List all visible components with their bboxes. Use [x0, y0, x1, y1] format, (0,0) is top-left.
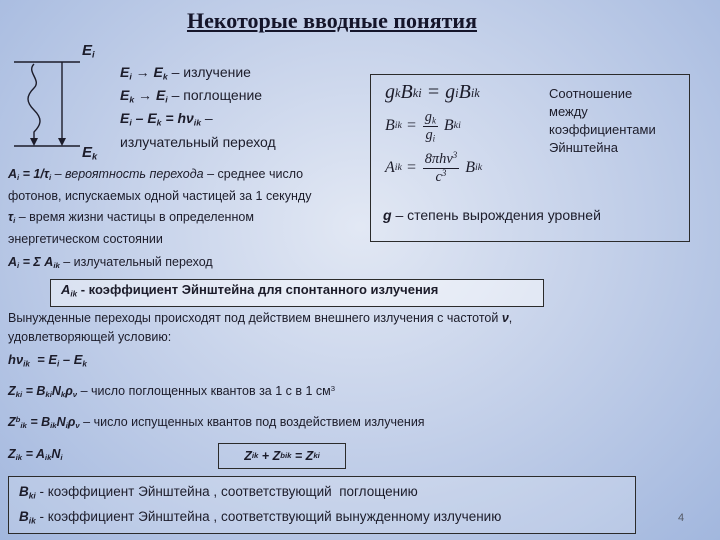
denominator: [434, 169, 449, 186]
subscript: k: [162, 71, 168, 82]
subscript: i: [92, 49, 95, 60]
caption-line: Соотношение: [549, 86, 633, 101]
relations-caption: [549, 85, 656, 157]
absorbed-quanta-line: [8, 384, 335, 400]
formula-b-relation: B ik = $\frac{g_k}{g_i}$ B ki: [385, 109, 461, 144]
stimulated-intro: [8, 311, 512, 327]
symbol: B: [19, 509, 29, 524]
formula-a-relation: A ik = $\frac{8\pi h\nu^3}{c^3}$ B ik: [385, 150, 483, 185]
down-arrow-icon: [58, 62, 66, 146]
formula: Z: [8, 447, 16, 461]
resonance-condition: [8, 352, 87, 368]
lower-level-label: [82, 144, 97, 161]
formula: = E: [29, 352, 57, 367]
subscript: i: [165, 94, 168, 105]
formula: = A: [22, 447, 45, 461]
formula: N: [51, 447, 61, 461]
symbol: B: [385, 117, 395, 135]
stimulated-intro-cont: удовлетворяющей условию:: [8, 330, 172, 344]
lifetime-definition: [8, 210, 254, 226]
stimulated-coefficient-definition: [19, 509, 501, 526]
formula: A: [8, 255, 18, 269]
formula: = Σ A: [19, 255, 54, 269]
symbol: c: [435, 168, 442, 185]
text: – число поглощенных квантов за 1 с в 1 см: [77, 384, 331, 398]
formula: N: [51, 384, 61, 398]
formula: hν: [8, 352, 24, 367]
upper-level-label: [82, 42, 95, 59]
formula: = Z: [291, 449, 314, 463]
subscript: ik: [44, 453, 52, 463]
subscript: k: [60, 390, 66, 400]
formula: A: [61, 282, 71, 297]
emitted-quanta-line: [8, 415, 425, 431]
subscript: i: [65, 421, 68, 431]
definitions-box: [8, 476, 636, 534]
symbol: B: [19, 484, 29, 499]
formula: Z: [8, 384, 16, 398]
subscript: ki: [28, 490, 36, 501]
formula: = hν: [161, 110, 194, 126]
probability-definition: [8, 167, 303, 183]
text: Вынужденные переходы происходят под действием внешнего излучения с частотой: [8, 311, 502, 325]
symbol: g: [385, 81, 395, 103]
energy-note-line: излучательный переход: [120, 134, 276, 150]
text: - коэффициент Эйнштейна , соответствующий вынужденному излучению: [35, 509, 502, 524]
symbol: E: [82, 42, 93, 59]
text: – среднее число: [203, 167, 304, 181]
subscript: i: [57, 359, 60, 369]
text: ,: [508, 311, 513, 325]
formula: – E: [131, 110, 157, 126]
balance-equation-box: Z ik + Z b ik = Z ki: [218, 443, 346, 469]
spontaneous-coefficient-box: [50, 279, 544, 307]
text: – вероятность перехода: [51, 167, 204, 181]
text: – поглощение: [167, 87, 263, 103]
formula: N: [56, 415, 66, 429]
energy-level-diagram: [0, 40, 82, 160]
subscript: k: [129, 94, 135, 105]
formula: Z: [244, 449, 252, 463]
subscript: k: [156, 117, 162, 128]
text: –: [201, 110, 213, 126]
numerator: [423, 109, 438, 127]
subscript: ν: [75, 421, 80, 431]
energy-equation-line: [120, 110, 213, 128]
formula: E: [120, 110, 130, 126]
subscript: ik: [23, 359, 30, 369]
wavy-arrow-icon: [28, 64, 40, 146]
symbol: A: [385, 159, 395, 177]
symbol: B: [400, 81, 413, 103]
formula: ρ: [67, 415, 76, 429]
symbol: g: [445, 81, 456, 103]
caption-line: коэффициентами: [549, 122, 656, 137]
caption-line: между: [549, 104, 588, 119]
caption-line: Эйнштейна: [549, 140, 618, 155]
numerator: [423, 151, 459, 169]
degeneracy-note: [383, 207, 601, 223]
subscript: i: [17, 173, 20, 183]
subscript: k: [82, 359, 87, 369]
text: – степень вырождения уровней: [391, 207, 601, 223]
formula: τ: [8, 210, 14, 224]
symbol: ν: [501, 311, 509, 325]
subscript: i: [13, 216, 16, 226]
subscript: ik: [15, 453, 23, 463]
symbol: g: [425, 126, 433, 143]
text: – излучательный переход: [59, 255, 213, 269]
absorption-coefficient-definition: [19, 484, 418, 501]
fraction: [423, 109, 438, 143]
formula: E: [120, 87, 130, 103]
absorption-line: [120, 87, 262, 105]
subscript: ik: [28, 515, 36, 526]
subscript: ki: [15, 390, 23, 400]
symbol: 8πhν: [424, 151, 453, 167]
formula: – E: [59, 352, 83, 367]
subscript: ik: [193, 117, 202, 128]
subscript: ν: [72, 390, 78, 400]
symbol: g: [424, 109, 432, 125]
text: – время жизни частицы в определенном: [15, 210, 254, 224]
text: - коэффициент Эйнштейна , соответствующий поглощению: [35, 484, 418, 499]
subscript: ik: [20, 421, 27, 431]
formula: ρ: [65, 384, 73, 398]
superscript: 3: [441, 167, 447, 178]
subscript: ik: [70, 289, 78, 299]
formula-degeneracy-relation: g k B ki = g i B ik: [385, 81, 480, 103]
formula: = B: [22, 384, 46, 398]
emission-line: [120, 64, 251, 82]
einstein-relations-box: [370, 74, 690, 242]
formula: → E: [131, 64, 163, 80]
subscript: i: [48, 173, 52, 183]
superscript: b: [15, 414, 21, 424]
formula: = 1/τ: [19, 167, 49, 181]
superscript: 3: [452, 150, 458, 161]
subscript: ik: [50, 421, 57, 431]
subscript: i: [129, 117, 132, 128]
formula: Z: [8, 415, 16, 429]
subscript: i: [17, 261, 20, 271]
formula: = B: [26, 415, 51, 429]
slide-title: Некоторые вводные понятия: [186, 8, 478, 33]
symbol: =: [401, 117, 417, 135]
probability-definition-cont: фотонов, испускаемых одной частицей за 1 секунду: [8, 189, 312, 203]
page-number: 4: [678, 512, 685, 524]
denominator: [423, 127, 437, 144]
symbol: =: [401, 159, 417, 177]
spontaneous-quanta-line: [8, 447, 63, 463]
symbol: E: [82, 144, 93, 161]
subscript: k: [92, 151, 98, 162]
formula: → E: [134, 87, 166, 103]
symbol: B: [458, 81, 471, 103]
symbol: =: [421, 81, 446, 103]
total-probability: [8, 255, 213, 271]
superscript: 3: [330, 383, 336, 393]
subscript: i: [129, 71, 132, 82]
text: - коэффициент Эйнштейна для спонтанного излучения: [77, 282, 439, 297]
symbol: g: [383, 207, 392, 223]
subscript: ki: [45, 390, 52, 400]
subscript: k: [431, 115, 436, 126]
symbol: B: [465, 159, 475, 177]
formula: + Z: [258, 449, 281, 463]
subscript: i: [60, 453, 63, 463]
subscript: i: [432, 133, 436, 144]
symbol: B: [443, 117, 454, 135]
formula: E: [120, 64, 130, 80]
fraction: [423, 151, 459, 185]
formula: A: [8, 167, 18, 181]
text: – число испущенных квантов под воздействием излучения: [79, 415, 425, 429]
text: – излучение: [167, 64, 251, 80]
lifetime-definition-cont: энергетическом состоянии: [8, 232, 163, 246]
subscript: ik: [53, 261, 60, 271]
